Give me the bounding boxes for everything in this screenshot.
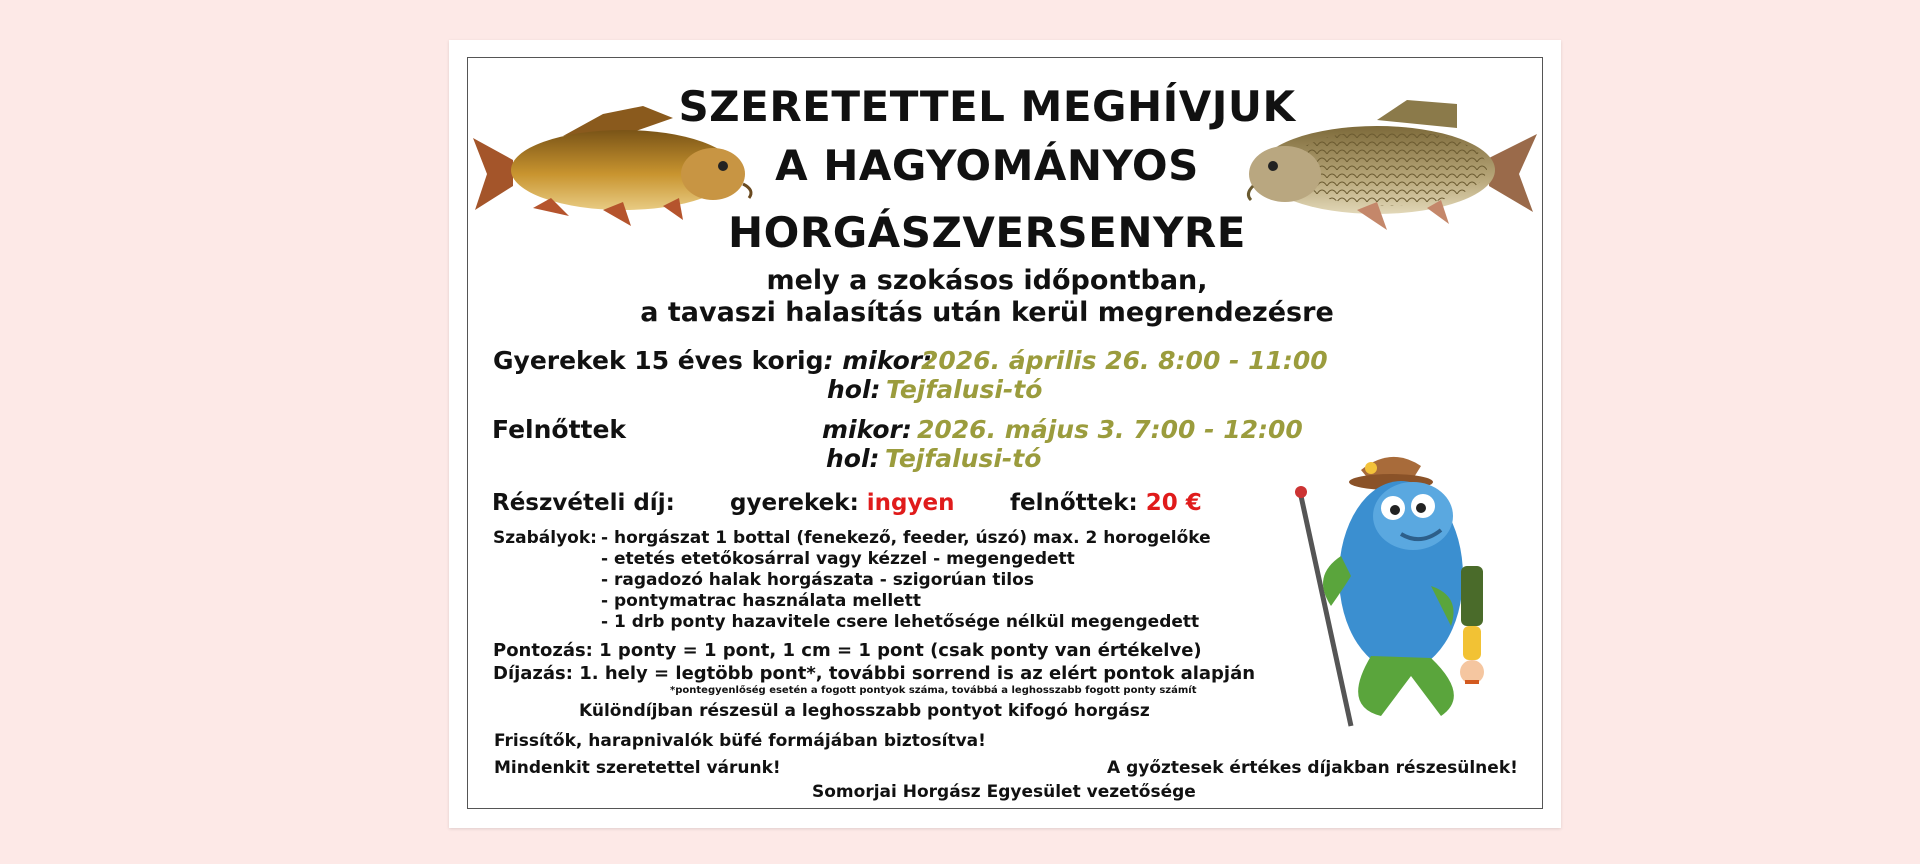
fee-label: Részvételi díj: bbox=[492, 490, 675, 516]
poster-title-line-3: HORGÁSZVERSENYRE bbox=[728, 208, 1246, 257]
adults-when-value: 2026. május 3. 7:00 - 12:00 bbox=[917, 415, 1303, 444]
poster-subtitle-line-2: a tavaszi halasítás után kerül megrendezésre bbox=[640, 297, 1334, 328]
poster-title-line-2: A HAGYOMÁNYOS bbox=[775, 141, 1199, 190]
children-label: Gyerekek 15 éves korig bbox=[493, 346, 824, 375]
children-when-value: 2026. április 26. 8:00 - 11:00 bbox=[921, 346, 1328, 375]
rules-item: - 1 drb ponty hazavitele csere lehetősége nélkül megengedett bbox=[601, 612, 1200, 632]
poster-subtitle-line-1: mely a szokásos időpontban, bbox=[766, 265, 1208, 296]
rules-item: - pontymatrac használata mellett bbox=[601, 591, 921, 611]
signature-text: Somorjai Horgász Egyesület vezetősége bbox=[812, 782, 1196, 802]
adults-when-label: mikor: bbox=[822, 415, 912, 444]
rules-label: Szabályok: bbox=[493, 528, 597, 548]
fee-children-value: ingyen bbox=[866, 490, 955, 516]
special-prize-text: Különdíjban részesül a leghosszabb pontyot kifogó horgász bbox=[579, 701, 1150, 721]
children-where-label: hol: bbox=[827, 375, 881, 404]
fee-children bbox=[730, 490, 954, 516]
welcome-text: Mindenkit szeretettel várunk! bbox=[494, 758, 781, 778]
fee-adults-label: felnőttek: bbox=[1010, 490, 1138, 516]
poster-title-line-1: SZERETETTEL MEGHÍVJUK bbox=[678, 82, 1296, 131]
adults-where-label: hol: bbox=[826, 444, 880, 473]
winners-text: A győztesek értékes díjakban részesülnek! bbox=[1107, 758, 1518, 778]
poster-sheet bbox=[449, 40, 1561, 828]
refreshments-text: Frissítők, harapnivalók büfé formájában biztosítva! bbox=[494, 731, 986, 751]
rules-item: - etetés etetőkosárral vagy kézzel - megengedett bbox=[601, 549, 1075, 569]
fee-adults-value: 20 € bbox=[1145, 490, 1202, 516]
children-where-value: Tejfalusi-tó bbox=[886, 375, 1043, 404]
prizes-text: Díjazás: 1. hely = legtöbb pont*, további sorrend is az elért pontok alapján bbox=[493, 663, 1256, 684]
adults-label: Felnőttek bbox=[492, 415, 627, 444]
rules-item: - ragadozó halak horgászata - szigorúan tilos bbox=[601, 570, 1034, 590]
fishing-fish-cartoon bbox=[1281, 446, 1521, 736]
children-when-label: : mikor: bbox=[823, 346, 933, 375]
fee-adults bbox=[1010, 490, 1202, 516]
rules-item: - horgászat 1 bottal (fenekező, feeder, úszó) max. 2 horogelőke bbox=[601, 528, 1211, 548]
adults-where-value: Tejfalusi-tó bbox=[885, 444, 1042, 473]
fee-children-label: gyerekek: bbox=[730, 490, 859, 516]
children-category-label bbox=[493, 346, 932, 375]
prizes-footnote: *pontegyenlőség esetén a fogott pontyok száma, továbbá a leghosszabb fogott ponty számít bbox=[670, 685, 1197, 696]
scoring-text: Pontozás: 1 ponty = 1 pont, 1 cm = 1 pont (csak ponty van értékelve) bbox=[493, 640, 1202, 661]
